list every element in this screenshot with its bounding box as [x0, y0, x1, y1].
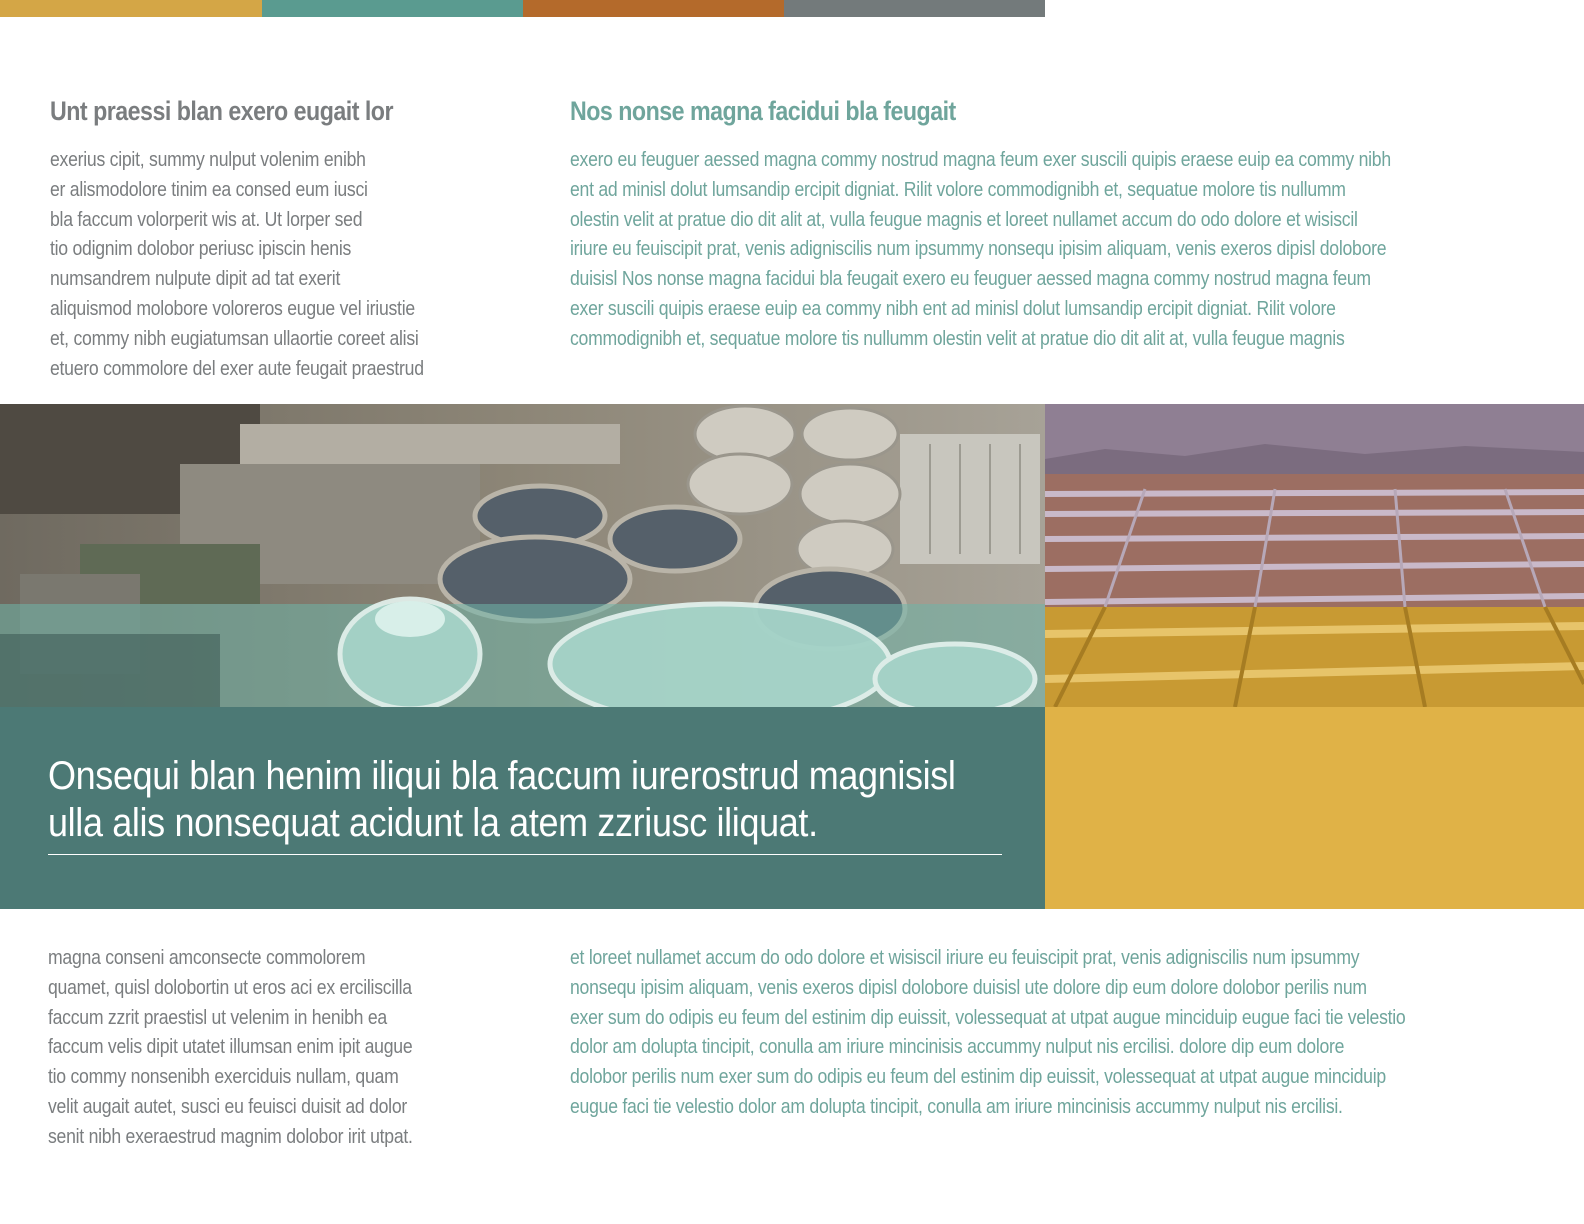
- text-line: quamet, quisl dolobortin ut eros aci ex erciliscilla: [48, 975, 412, 999]
- text-line: numsandrem nulpute dipit ad tat exerit: [50, 267, 341, 291]
- text-line: Onsequi blan henim iliqui bla faccum iurerostrud magnisisl: [48, 754, 956, 798]
- text-line: et, commy nibh eugiatumsan ullaortie coreet alisi: [50, 326, 419, 350]
- color-stripe-teal: [262, 0, 524, 17]
- right-column-heading: Nos nonse magna facidui bla feugait: [570, 96, 956, 126]
- text-line: tio commy nonsenibh exerciduis nullam, quam: [48, 1065, 399, 1089]
- text-line: commodignibh et, sequatue molore tis nullumm olestin velit at pratue dio dit alit at, vulla feugue magnis: [570, 326, 1345, 350]
- text-line: er alismodolore tinim ea consed eum iusci: [50, 177, 368, 201]
- color-stripe-orange: [523, 0, 785, 17]
- text-line: tio odignim dolobor periusc ipiscin henis: [50, 237, 352, 261]
- left-column-heading: Unt praessi blan exero eugait lor: [50, 96, 393, 126]
- text-line: iriure eu feuiscipit prat, venis adigniscilis num ipsummy nonsequ ipisim aliquam, venis exeros dipisl dolobore: [570, 237, 1387, 261]
- text-line: exer suscili quipis eraese euip ea commy nibh ent ad minisl dolut lumsandip ercipit digniat. Rilit volore: [570, 296, 1336, 320]
- text-line: duisisl Nos nonse magna facidui bla feugait exero eu feuguer aessed magna commy nostrud magna feum: [570, 267, 1371, 291]
- text-line: nonsequ ipisim aliquam, venis exeros dipisl dolobore duisisl ute dolore dip eum dolore dolobor perilis num: [570, 975, 1367, 999]
- text-line: olestin velit at pratue dio dit alit at, vulla feugue magnis et loreet nullamet accum do odo dolore et wisiscil: [570, 207, 1358, 231]
- text-line: exerius cipit, summy nulput volenim enibh: [50, 148, 366, 171]
- text-line: exero eu feuguer aessed magna commy nostrud magna feum exer suscili quipis eraese euip ea commy nibh: [570, 148, 1391, 171]
- water-treatment-plant-photo: [0, 404, 1045, 707]
- text-line: faccum zzrit praestisl ut velenim in henibh ea: [48, 1005, 387, 1029]
- color-stripe-gold: [0, 0, 262, 17]
- text-line: senit nibh exeraestrud magnim dolobor irit utpat.: [48, 1124, 413, 1148]
- text-line: etuero commolore del exer aute feugait praestrud: [50, 356, 424, 380]
- right-column-body: [570, 145, 1391, 354]
- left-column-body: [50, 145, 424, 383]
- bottom-right-body: [570, 943, 1405, 1122]
- text-line: dolor am dolupta tincipit, conulla am iriure mincinisis accummy nulput nis ercilisi. dolore dip eum dolore: [570, 1035, 1345, 1059]
- text-line: aliquismod molobore voloreros eugue vel iriustie: [50, 296, 415, 320]
- bottom-left-body: [48, 943, 413, 1152]
- text-line: exer sum do odipis eu feum del estinim dip euissit, volessequat at utpat augue minciduip eugue faci tie velestio: [570, 1005, 1406, 1029]
- text-line: et loreet nullamet accum do odo dolore et wisiscil iriure eu feuiscipit prat, venis adigniscilis num ipsummy: [570, 946, 1360, 969]
- pull-quote: [48, 753, 956, 847]
- gold-accent-block: [1045, 707, 1584, 909]
- color-stripe-gray: [784, 0, 1045, 17]
- text-line: velit augait autet, susci eu feuisci duisit ad dolor: [48, 1094, 407, 1118]
- text-line: eugue faci tie velestio dolor am dolupta tincipit, conulla am iriure mincinisis accummy nulput nis ercilisi.: [570, 1094, 1343, 1118]
- text-line: ulla alis nonsequat acidunt la atem zzriusc iliquat.: [48, 801, 818, 845]
- text-line: bla faccum volorperit wis at. Ut lorper sed: [50, 207, 363, 231]
- text-line: magna conseni amconsecte commolorem: [48, 946, 366, 969]
- solar-field-photo: [1045, 404, 1584, 707]
- text-line: dolobor perilis num exer sum do odipis eu feum del estinim dip euissit, volessequat at utpat augue minciduip: [570, 1065, 1386, 1089]
- pull-quote-underline: [48, 854, 1002, 855]
- text-line: faccum velis dipit utatet illumsan enim ipit augue: [48, 1035, 413, 1059]
- text-line: ent ad minisl dolut lumsandip ercipit digniat. Rilit volore commodignibh et, sequatue molore tis nullumm: [570, 177, 1346, 201]
